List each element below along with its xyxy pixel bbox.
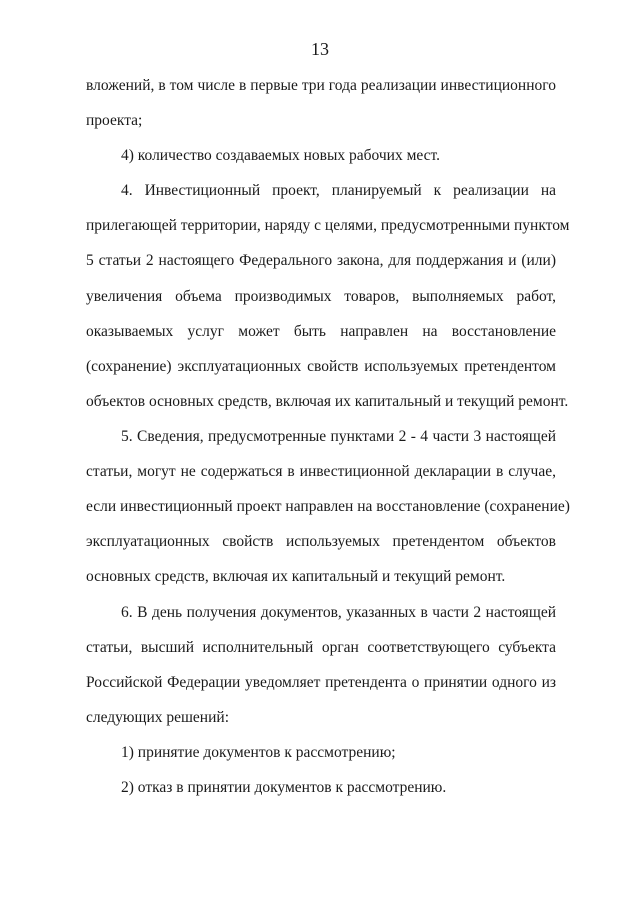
text-line: статьи, могут не содержаться в инвестиционной декларации в случае, — [86, 463, 556, 480]
text-line: Российской Федерации уведомляет претендента о принятии одного из — [86, 674, 556, 691]
text-line: следующих решений: — [86, 709, 229, 726]
text-line: 6. В день получения документов, указанных в части 2 настоящей — [121, 604, 556, 621]
text-line: если инвестиционный проект направлен на восстановление (сохранение) — [86, 498, 570, 515]
text-line: статьи, высший исполнительный орган соответствующего субъекта — [86, 639, 556, 656]
text-line: вложений, в том числе в первые три года реализации инвестиционного — [86, 77, 556, 94]
text-line: проекта; — [86, 112, 143, 129]
text-line: 1) принятие документов к рассмотрению; — [121, 744, 396, 761]
text-line: 4) количество создаваемых новых рабочих мест. — [121, 147, 441, 164]
text-line: 5 статьи 2 настоящего Федерального закона, для поддержания и (или) — [86, 252, 556, 269]
text-line: 2) отказ в принятии документов к рассмотрению. — [121, 779, 447, 796]
text-line: увеличения объема производимых товаров, выполняемых работ, — [86, 288, 556, 305]
text-line: оказываемых услуг может быть направлен на восстановление — [86, 323, 556, 340]
text-line: 4. Инвестиционный проект, планируемый к реализации на — [121, 182, 556, 199]
text-line: эксплуатационных свойств используемых претендентом объектов — [86, 533, 556, 550]
page-number: 13 — [311, 39, 329, 59]
text-line: 5. Сведения, предусмотренные пунктами 2 - 4 части 3 настоящей — [121, 428, 556, 445]
text-line: (сохранение) эксплуатационных свойств используемых претендентом — [86, 358, 556, 375]
text-line: объектов основных средств, включая их капитальный и текущий ремонт. — [86, 393, 569, 410]
text-line: основных средств, включая их капитальный и текущий ремонт. — [86, 568, 506, 585]
text-line: прилегающей территории, наряду с целями, предусмотренными пунктом — [86, 217, 570, 234]
